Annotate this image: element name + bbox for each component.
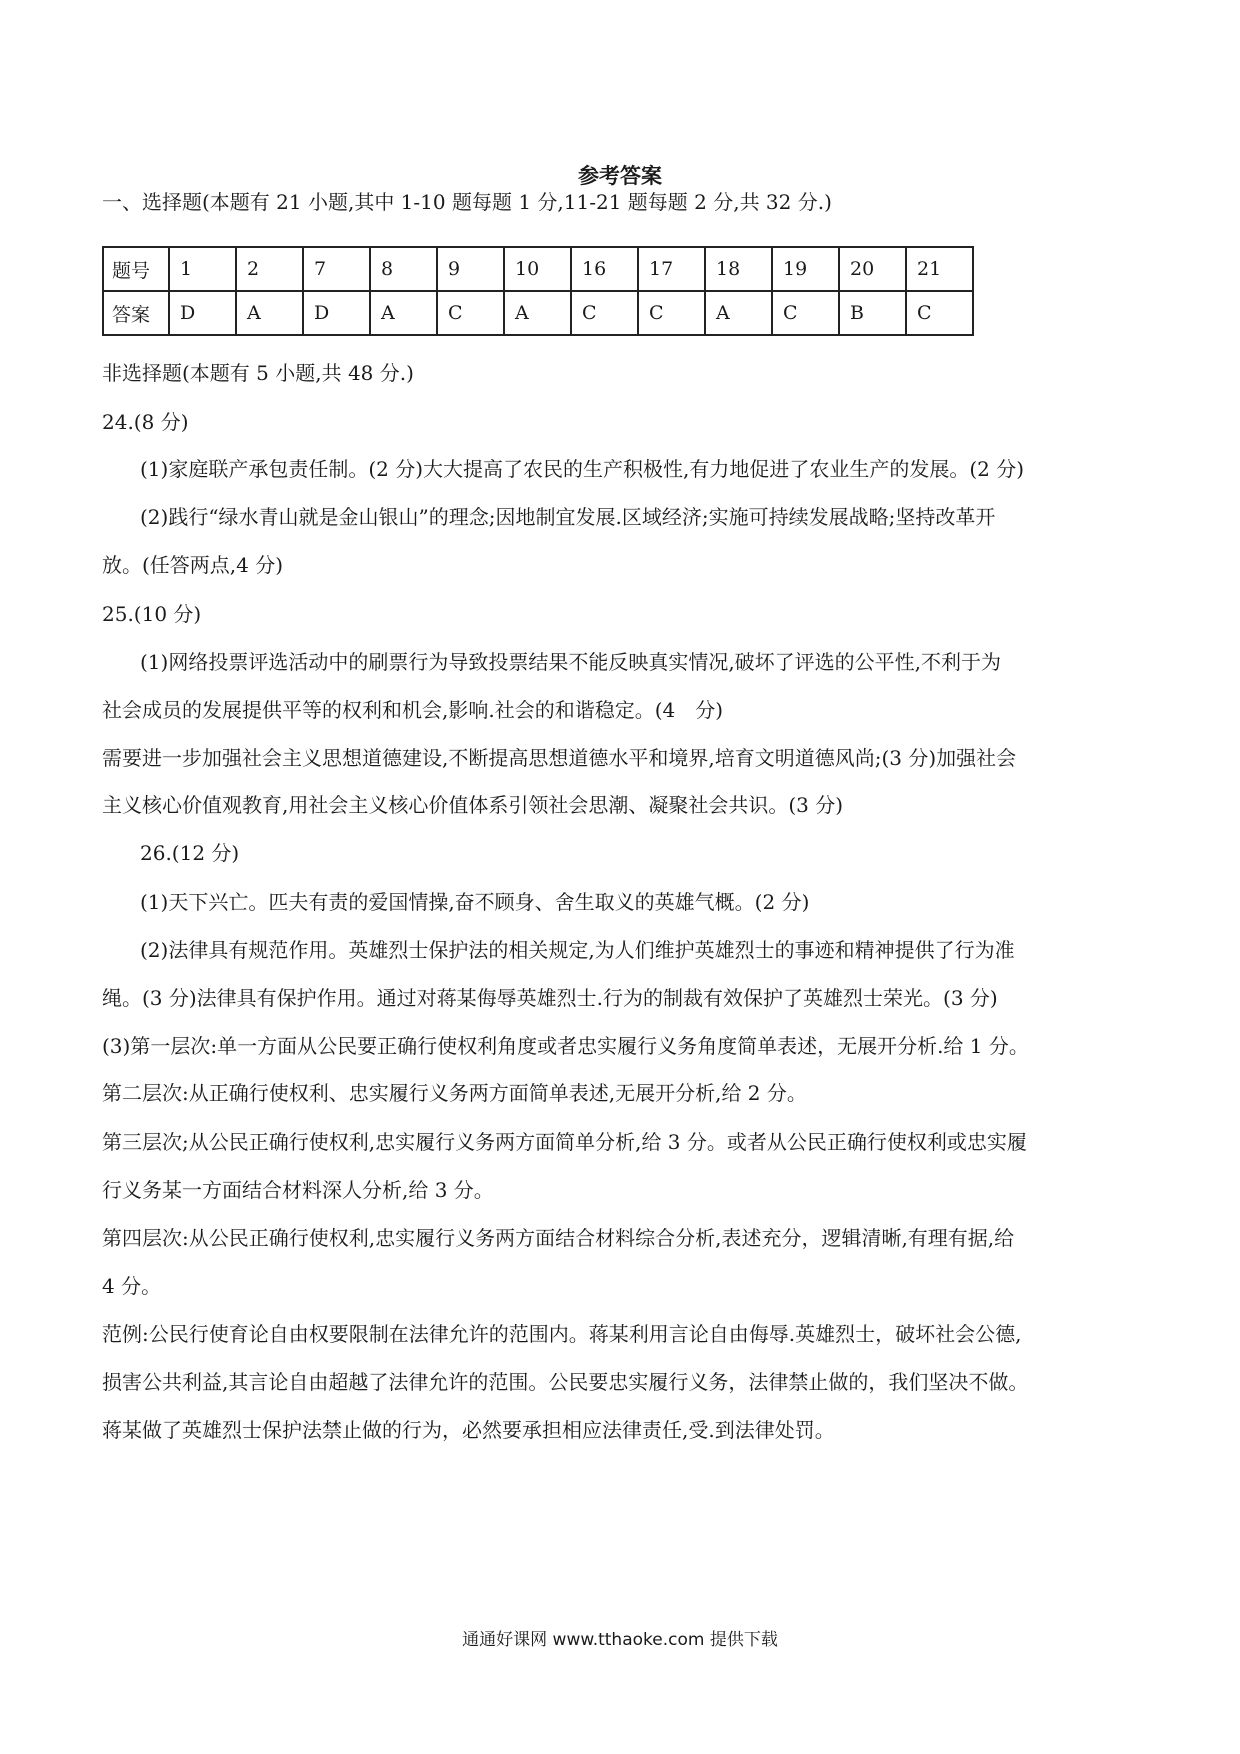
question-26-level-3-cont: 行义务某一方面结合材料深人分析,给 3 分。 bbox=[102, 1178, 494, 1202]
question-26-example-3: 蒋某做了英雄烈士保护法禁止做的行为，必然要承担相应法律责任,受.到法律处罚。 bbox=[102, 1418, 835, 1442]
question-26-number: 26.(12 分) bbox=[140, 841, 240, 865]
page-footer: 通通好课网 www.tthaoke.com 提供下载 bbox=[462, 1630, 778, 1650]
question-26-example-2: 损害公共利益,其言论自由超越了法律允许的范围。公民要忠实履行义务，法律禁止做的，我们坚决不做。 bbox=[102, 1370, 1029, 1394]
section-2-heading: 非选择题(本题有 5 小题,共 48 分.) bbox=[102, 361, 414, 385]
question-24-answer-2-cont: 放。(任答两点,4 分) bbox=[102, 553, 284, 577]
question-26-level-2: 第二层次:从正确行使权利、忠实履行义务两方面简单表述,无展开分析,给 2 分。 bbox=[102, 1081, 807, 1105]
table-cell-answer: D bbox=[169, 291, 236, 335]
table-cell-answer: C bbox=[906, 291, 973, 335]
table-cell-number: 8 bbox=[370, 247, 437, 291]
table-cell-number: 9 bbox=[437, 247, 504, 291]
table-cell-number: 1 bbox=[169, 247, 236, 291]
section-1-heading: 一、选择题(本题有 21 小题,其中 1-10 题每题 1 分,11-21 题每题 2 分,共 32 分.) bbox=[102, 190, 832, 214]
row-label-numbers: 题号 bbox=[103, 247, 169, 291]
question-25-answer-2: 需要进一步加强社会主义思想道德建设,不断提高思想道德水平和境界,培育文明道德风尚;(3 分)加强社会 bbox=[102, 746, 1017, 770]
table-cell-answer: D bbox=[303, 291, 370, 335]
question-26-level-4-cont: 4 分。 bbox=[102, 1274, 162, 1298]
question-26-answer-1: (1)天下兴亡。匹夫有责的爱国情操,奋不顾身、舍生取义的英雄气概。(2 分) bbox=[140, 890, 810, 914]
answer-table bbox=[102, 246, 974, 336]
question-25-answer-1-cont: 社会成员的发展提供平等的权利和机会,影响.社会的和谐稳定。(4 分) bbox=[102, 698, 724, 722]
row-label-answers: 答案 bbox=[103, 291, 169, 335]
table-cell-number: 17 bbox=[638, 247, 705, 291]
question-25-number: 25.(10 分) bbox=[102, 602, 202, 626]
question-24-answer-2: (2)践行“绿水青山就是金山银山”的理念;因地制宜发展.区域经济;实施可持续发展战略;坚持改革开 bbox=[140, 505, 996, 529]
table-cell-answer: C bbox=[437, 291, 504, 335]
question-26-level-3: 第三层次;从公民正确行使权利,忠实履行义务两方面简单分析,给 3 分。或者从公民正确行使权利或忠实履 bbox=[102, 1130, 1027, 1154]
table-cell-number: 19 bbox=[772, 247, 839, 291]
question-25-answer-1: (1)网络投票评选活动中的刷票行为导致投票结果不能反映真实情况,破坏了评选的公平性,不利于为 bbox=[140, 650, 1002, 674]
table-cell-number: 2 bbox=[236, 247, 303, 291]
table-cell-number: 20 bbox=[839, 247, 906, 291]
table-row-numbers bbox=[103, 247, 973, 291]
table-cell-answer: A bbox=[370, 291, 437, 335]
table-cell-number: 7 bbox=[303, 247, 370, 291]
question-26-answer-2: (2)法律具有规范作用。英雄烈士保护法的相关规定,为人们维护英雄烈士的事迹和精神提供了行为准 bbox=[140, 938, 1015, 962]
table-cell-answer: A bbox=[504, 291, 571, 335]
table-cell-answer: B bbox=[839, 291, 906, 335]
table-cell-answer: C bbox=[571, 291, 638, 335]
question-26-level-4: 第四层次:从公民正确行使权利,忠实履行义务两方面结合材料综合分析,表述充分，逻辑清晰,有理有据,给 bbox=[102, 1226, 1015, 1250]
table-cell-answer: C bbox=[638, 291, 705, 335]
question-26-answer-2-cont: 绳。(3 分)法律具有保护作用。通过对蒋某侮辱英雄烈士.行为的制裁有效保护了英雄烈士荣光。(3 分) bbox=[102, 986, 998, 1010]
table-cell-answer: A bbox=[236, 291, 303, 335]
table-cell-number: 16 bbox=[571, 247, 638, 291]
question-24-answer-1: (1)家庭联产承包责任制。(2 分)大大提高了农民的生产积极性,有力地促进了农业生产的发展。(2 分) bbox=[140, 457, 1025, 481]
page-title: 参考答案 bbox=[578, 163, 662, 188]
table-cell-number: 10 bbox=[504, 247, 571, 291]
table-cell-answer: C bbox=[772, 291, 839, 335]
question-26-example-1: 范例:公民行使育论自由权要限制在法律允许的范围内。蒋某利用言论自由侮辱.英雄烈士，破坏社会公德, bbox=[102, 1322, 1022, 1346]
table-row-answers bbox=[103, 291, 973, 335]
question-26-answer-3: (3)第一层次:单一方面从公民要正确行使权利角度或者忠实履行义务角度简单表述，无展开分析.给 1 分。 bbox=[102, 1034, 1029, 1058]
table-cell-number: 18 bbox=[705, 247, 772, 291]
question-24-number: 24.(8 分) bbox=[102, 410, 189, 434]
table-cell-answer: A bbox=[705, 291, 772, 335]
table-cell-number: 21 bbox=[906, 247, 973, 291]
question-25-answer-2-cont: 主义核心价值观教育,用社会主义核心价值体系引领社会思潮、凝聚社会共识。(3 分) bbox=[102, 793, 844, 817]
